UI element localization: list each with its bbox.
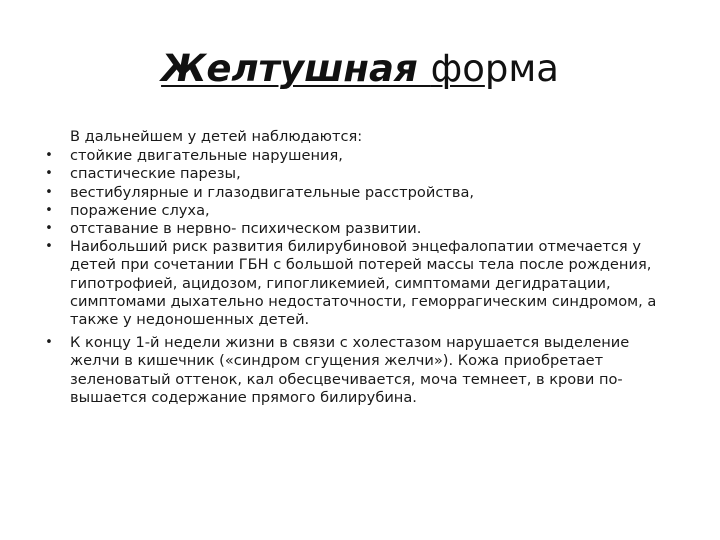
list-item-text: Наибольший риск развития билирубиновой энцефалопатии отмечается у детей при сочетании ГБН с большой потерей массы тела после рождения, гипотрофией, ацидозом, гипогликемией, симптомами дегидратации, симптомами дыхательно недостаточности, геморрагическим синдромом, а также у недоношенных детей. <box>70 238 657 329</box>
list-item <box>44 202 664 220</box>
list-item-text: отставание в нервно- психическом развитии. <box>70 220 422 238</box>
bullet-icon: • <box>45 221 53 237</box>
list-item <box>44 184 664 202</box>
list-item <box>44 238 664 329</box>
bullet-icon: • <box>45 202 53 218</box>
bullet-icon: • <box>45 335 53 351</box>
list-item-text: поражение слуха, <box>70 201 210 219</box>
title-underlined-part: фо <box>430 47 485 90</box>
bullet-icon: • <box>45 148 53 164</box>
title-tail-part: рма <box>484 47 559 90</box>
list-item <box>44 220 664 238</box>
title-italic-part: Желтушная <box>161 47 431 90</box>
bullet-icon: • <box>45 166 53 182</box>
bullet-icon: • <box>45 184 53 200</box>
slide-body <box>44 128 664 407</box>
list-item <box>44 334 664 407</box>
intro-text: В дальнейшем у детей наблюдаются: <box>70 128 363 145</box>
slide-title <box>0 44 720 94</box>
list-item-text: К концу 1-й недели жизни в связи с холестазом нарушается выделение желчи в кишечник («синдром сгущения желчи»). Кожа приобретает зеленоватый оттенок, кал обесцвечивается, моча темнеет, в крови по-вышается содержание прямого билирубина. <box>70 334 630 406</box>
list-item-text: спастические парезы, <box>70 165 241 183</box>
list-item-text: стойкие двигательные нарушения, <box>70 147 343 165</box>
list-item <box>44 165 664 183</box>
bullet-list <box>44 147 664 407</box>
list-item <box>44 147 664 165</box>
list-item-text: вестибулярные и глазодвигательные расстройства, <box>70 183 475 201</box>
bullet-icon: • <box>45 239 53 255</box>
